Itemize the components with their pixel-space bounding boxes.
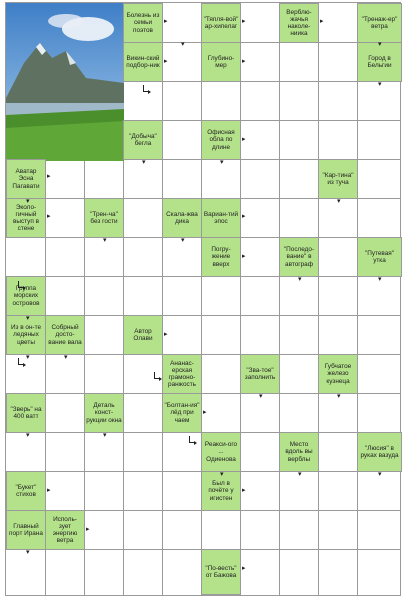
arrow-down-icon: ▾ xyxy=(298,276,302,283)
arrow-down-icon: ▾ xyxy=(378,276,382,283)
clue-cell: Был в почёте у игистен xyxy=(201,471,241,511)
arrow-down-icon: ▾ xyxy=(220,159,224,166)
clue-cell: Реакси-ого ... Одиенова xyxy=(201,432,241,472)
arrow-right-icon: ▸ xyxy=(320,18,324,25)
arrow-down-icon: ▾ xyxy=(337,393,341,400)
clue-cell: Скала-жва дика xyxy=(162,198,202,238)
clue-cell: Группа морских островов xyxy=(6,276,46,316)
bent-arrow-icon xyxy=(18,281,23,288)
clue-cell: Верблю-жачья наколе-ниика xyxy=(279,3,319,43)
clue-cell: Деталь конст-рукции окна xyxy=(84,393,124,433)
arrow-right-icon: ▸ xyxy=(242,136,246,143)
clue-cell: "Кар-тина" из туча xyxy=(318,159,358,199)
arrow-down-icon: ▾ xyxy=(26,315,30,322)
arrow-right-icon: ▸ xyxy=(86,526,90,533)
clue-cell: Глубино-мер xyxy=(201,42,241,82)
clue-cell: Вариан-тий эпос xyxy=(201,198,241,238)
arrow-right-icon: ▸ xyxy=(47,173,51,180)
arrow-down-icon: ▾ xyxy=(26,198,30,205)
arrow-down-icon: ▾ xyxy=(103,432,107,439)
clue-cell: "Тренаж-ер" ветра xyxy=(357,3,402,43)
grid-line xyxy=(318,3,319,595)
arrow-down-icon: ▾ xyxy=(378,41,382,48)
clue-cell: Главный порт Ирана xyxy=(6,510,46,550)
clue-cell: "Букет" стихов xyxy=(6,471,46,511)
clue-cell: Погру-жение вверх xyxy=(201,237,241,277)
grid-line xyxy=(357,3,358,595)
arrow-right-icon: ▸ xyxy=(242,58,246,65)
arrow-right-icon: ▸ xyxy=(242,18,246,25)
clue-cell: "Болтан-ия" лёд при чаем xyxy=(162,393,202,433)
arrow-right-icon: ▸ xyxy=(242,487,246,494)
grid-line xyxy=(162,3,163,595)
arrow-down-icon: ▾ xyxy=(103,237,107,244)
clue-cell: Исполь-зует энергию ветра xyxy=(45,510,85,550)
arrow-right-icon: ▸ xyxy=(242,565,246,572)
arrow-down-icon: ▾ xyxy=(220,471,224,478)
arrow-down-icon: ▾ xyxy=(378,81,382,88)
arrow-right-icon: ▸ xyxy=(47,213,51,220)
clue-cell: Из в он-те ледяных цветы xyxy=(6,315,46,355)
arrow-right-icon: ▸ xyxy=(242,253,246,260)
arrow-down-icon: ▾ xyxy=(26,354,30,361)
clue-cell: "Путевая" утка xyxy=(357,237,402,277)
bent-arrow-icon xyxy=(143,85,148,92)
clue-cell: Губчатое железо кузнеца xyxy=(318,354,358,394)
bent-arrow-icon xyxy=(189,436,194,443)
clue-cell: "Зверь" на 400 ватт xyxy=(6,393,46,433)
arrow-down-icon: ▾ xyxy=(259,393,263,400)
arrow-down-icon: ▾ xyxy=(26,549,30,556)
clue-cell: "Последо-вание" в автограф xyxy=(279,237,319,277)
clue-cell: "Зва-тое" заполнить xyxy=(240,354,280,394)
arrow-right-icon: ▸ xyxy=(47,487,51,494)
arrow-right-icon: ▸ xyxy=(242,213,246,220)
clue-cell: "Трен-ча" без гости xyxy=(84,198,124,238)
arrow-down-icon: ▾ xyxy=(378,471,382,478)
arrow-down-icon: ▾ xyxy=(298,471,302,478)
bent-arrow-icon xyxy=(18,358,23,365)
clue-cell: Ананас-ерская грамоно-ранжость xyxy=(162,354,202,394)
bent-arrow-icon xyxy=(154,372,159,379)
clue-cell: Викин-ский подбор-ник xyxy=(123,42,163,82)
clue-cell: "Люсия" в руках вазуда xyxy=(357,432,402,472)
clue-cell: Аватар Эсна Пагавати xyxy=(6,159,46,199)
clue-cell: "Добыча" бегла xyxy=(123,120,163,160)
arrow-down-icon: ▾ xyxy=(26,432,30,439)
clue-cell: "По-весть" от Бажова xyxy=(201,549,241,595)
arrow-right-icon: ▸ xyxy=(164,331,168,338)
clue-cell: Автор Олави xyxy=(123,315,163,355)
arrow-right-icon: ▸ xyxy=(203,409,207,416)
arrow-down-icon: ▾ xyxy=(181,41,185,48)
arrow-down-icon: ▾ xyxy=(181,237,185,244)
landscape-photo xyxy=(6,3,124,161)
clue-cell: Город в Бельгии xyxy=(357,42,402,82)
clue-cell: Место вдоль вы верблы xyxy=(279,432,319,472)
clue-cell: Эколо-гичный выступ в стене xyxy=(6,198,46,238)
clue-cell: "Тяпля-вой" ар-хипелаг xyxy=(201,3,241,43)
arrow-down-icon: ▾ xyxy=(64,354,68,361)
clue-cell: Офисная обла по длине xyxy=(201,120,241,160)
arrow-right-icon: ▸ xyxy=(164,58,168,65)
grid-line xyxy=(279,3,280,595)
clue-cell: Болезнь из семьи поэтов xyxy=(123,3,163,43)
arrow-right-icon: ▸ xyxy=(164,18,168,25)
arrow-down-icon: ▾ xyxy=(142,159,146,166)
arrow-down-icon: ▾ xyxy=(337,198,341,205)
clue-cell: Собрный досто-вание вала xyxy=(45,315,85,355)
crossword-grid xyxy=(5,2,401,596)
